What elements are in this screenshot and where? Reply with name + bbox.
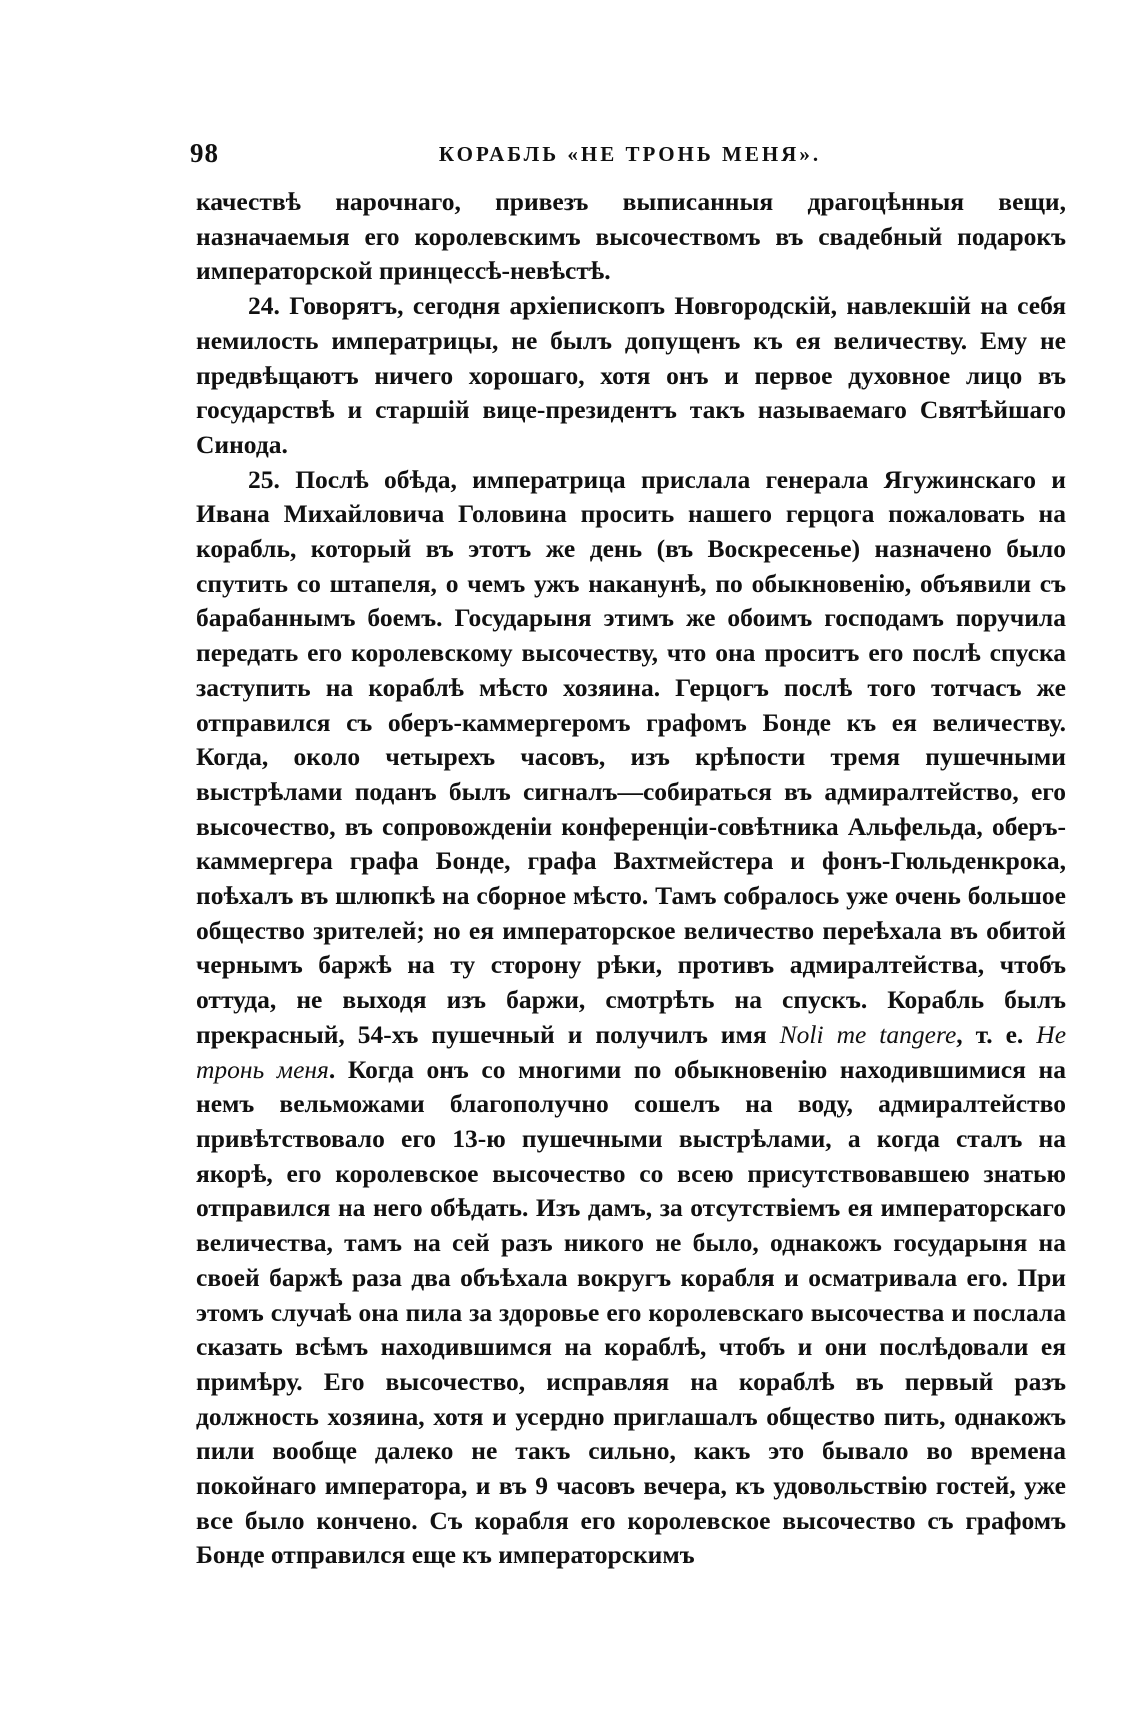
body-text [196,185,1066,1573]
paragraph-25 [196,463,1066,1574]
paragraph-25-text-a: 25. Послѣ обѣда, императрица прислала генерала Ягужинскаго и Ивана Михайловича Головина просить нашего герцога пожаловать на корабль, который въ этотъ же день (въ Воскресенье) назначено было спутить со штапеля, о чемъ ужъ наканунѣ, по обыкновенію, объявили съ барабаннымъ боемъ. Государыня этимъ же обоимъ господамъ поручила передать его королевскому высочеству, что она проситъ его послѣ спуска заступить на кораблѣ мѣсто хозяина. Герцогъ послѣ того тотчасъ же отправился съ оберъ-каммергеромъ графомъ Бонде къ ея величеству. Когда, около четырехъ часовъ, изъ крѣпости тремя пушечными выстрѣлами поданъ былъ сигналъ—собираться въ адмиралтейство, его высочество, въ сопровожденіи конференціи-совѣтника Альфельда, оберъ-каммергера графа Бонде, графа Вахтмейстера и фонъ-Гюльденкрока, поѣхалъ въ шлюпкѣ на сборное мѣсто. Тамъ собралось уже очень большое общество зрителей; но ея императорское величество переѣхала въ обитой чернымъ баржѣ на ту сторону рѣки, противъ адмиралтейства, чтобъ оттуда, не выходя изъ баржи, смотрѣть на спускъ. Корабль былъ прекрасный, 54-хъ пушечный и получилъ имя [196,464,1066,1049]
running-title: КОРАБЛЬ «НЕ ТРОНЬ МЕНЯ». [438,142,822,166]
page-number: 98 [190,138,219,168]
ship-latin-name: Noli me tangere [779,1019,957,1049]
paragraph-25-text-b: , т. е. [956,1019,1024,1049]
paragraph-continuation: качествѣ нарочнаго, привезъ выписанныя драгоцѣнныя вещи, назначаемыя его королевскимъ высочествомъ въ свадебный подарокъ императорской принцессѣ-невѣстѣ. [196,187,1066,286]
ship-russian-name: Не тронь меня [196,1019,1067,1084]
page-header [190,138,1070,178]
paragraph-25-text-c: . Когда онъ со многими по обыкновенію находившимися на немъ вельможами благополучно сошелъ на воду, адмиралтейство привѣтствовало его 13-ю пушечными выстрѣлами, а когда сталъ на якорѣ, его королевское высочество со всею присутствовавшею знатью отправился на него обѣдать. Изъ дамъ, за отсутствіемъ ея императорскаго величества, тамъ на сей разъ никого не было, однакожъ государыня на своей баржѣ раза два объѣхала вокругъ корабля и осматривала его. При этомъ случаѣ она пила за здоровье его королевскаго высочества и послала сказать всѣмъ находившимся на кораблѣ, чтобъ и они послѣдовали ея примѣру. Его высочество, исправляя на кораблѣ въ первый разъ должность хозяина, хотя и усердно приглашалъ общество пить, однакожъ пили вообще далеко не такъ сильно, какъ это бывало во времена покойнаго императора, и въ 9 часовъ вечера, къ удовольствію гостей, уже все было кончено. Съ корабля его королевское высочество съ графомъ Бонде отправился еще къ императорскимъ [196,1054,1066,1570]
paragraph-24: 24. Говорятъ, сегодня архіепископъ Новгородскій, навлекшій на себя немилость императрицы, не былъ допущенъ къ ея величеству. Ему не предвѣщаютъ ничего хорошаго, хотя онъ и первое духовное лицо въ государствѣ и старшій вице-президентъ такъ называемаго Святѣйшаго Синода. [196,291,1066,459]
